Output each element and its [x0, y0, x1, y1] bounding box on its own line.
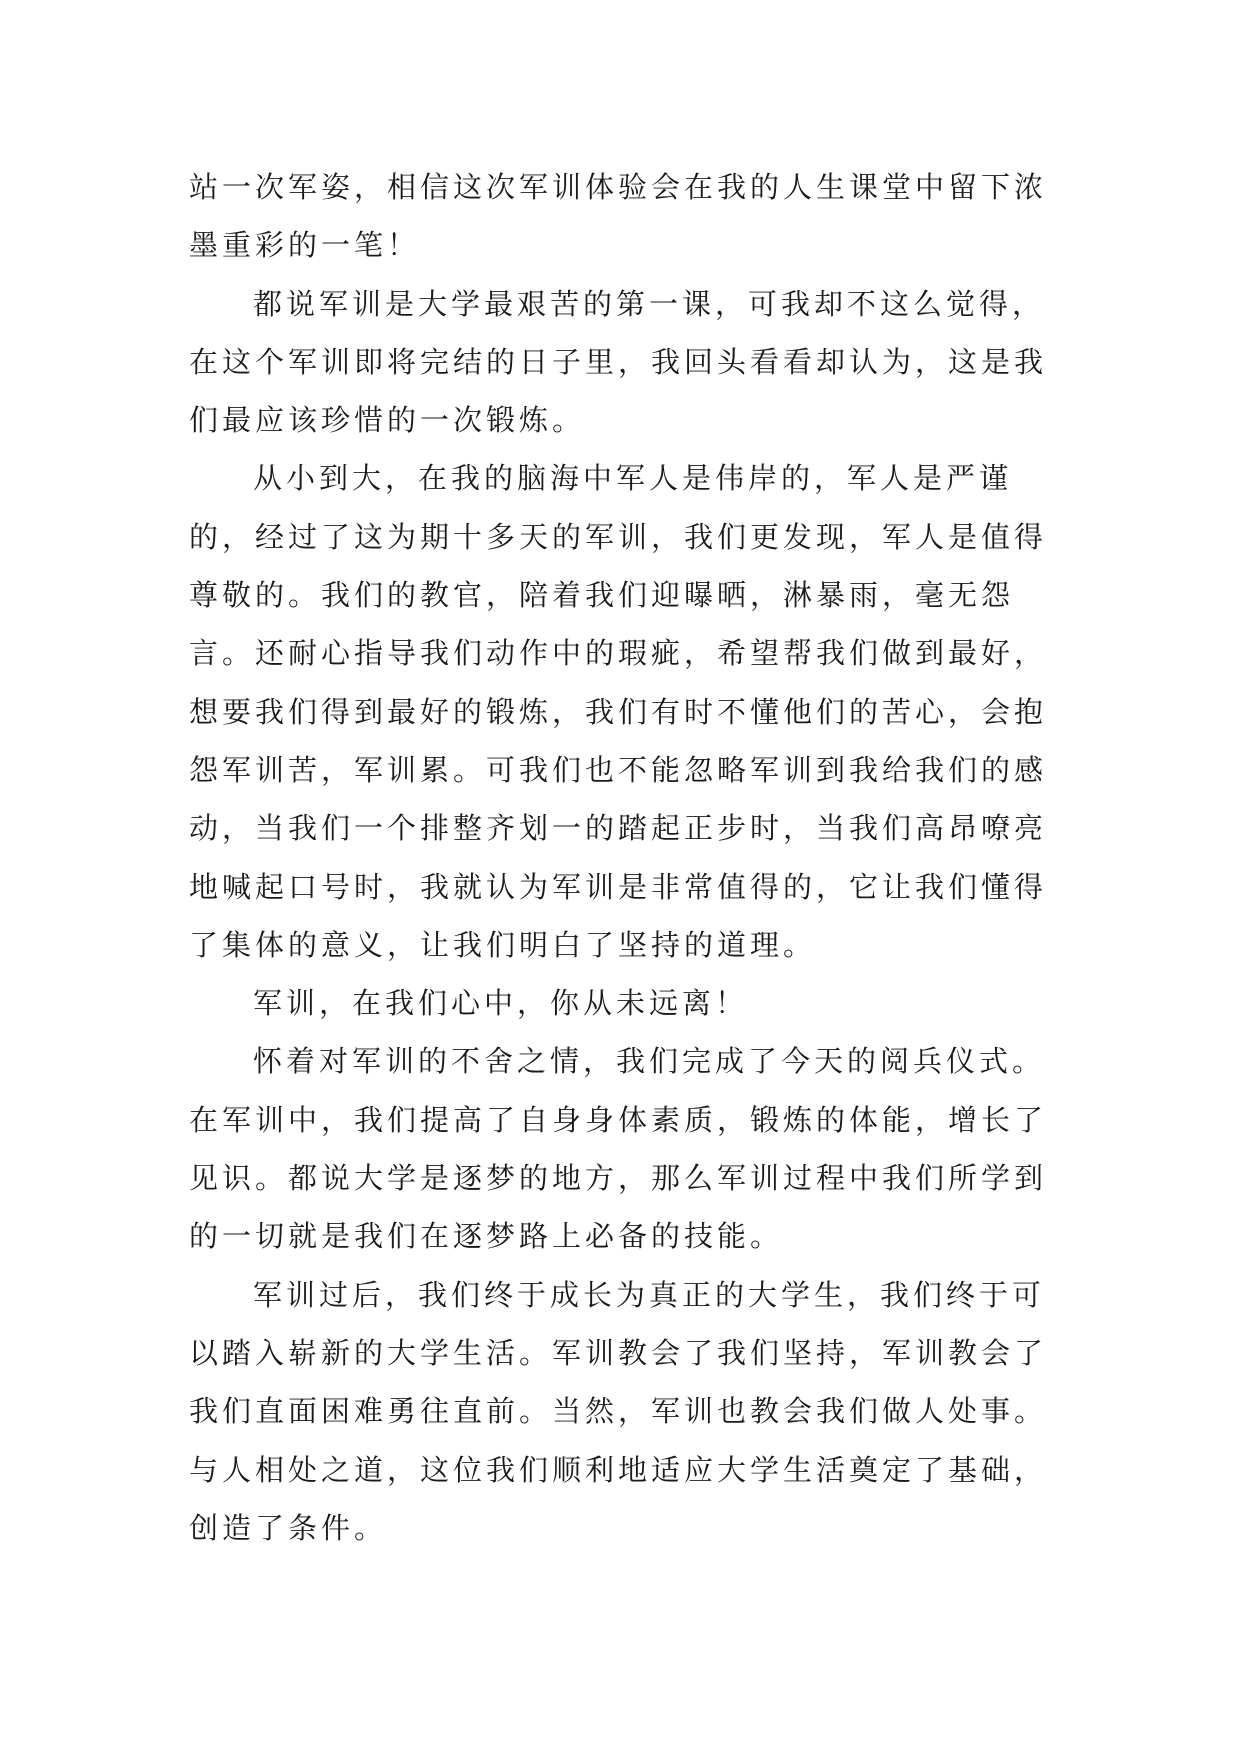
- paragraph-2: 都说军训是大学最艰苦的第一课，可我却不这么觉得，在这个军训即将完结的日子里，我回头看看却认为，这是我们最应该珍惜的一次锻炼。: [189, 286, 1048, 438]
- paragraph-6: 军训过后，我们终于成长为真正的大学生，我们终于可以踏入崭新的大学生活。军训教会了我们坚持，军训教会了我们直面困难勇往直前。当然，军训也教会我们做人处事。与人相处之道，这位我们顺利地适应大学生活奠定了基础，创造了条件。: [189, 1277, 1048, 1545]
- paragraph-1: 站一次军姿，相信这次军训体验会在我的人生课堂中留下浓墨重彩的一笔！: [189, 170, 1048, 263]
- paragraph-3: 从小到大，在我的脑海中军人是伟岸的，军人是严谨的，经过了这为期十多天的军训，我们更发现，军人是值得尊敬的。我们的教官，陪着我们迎曝晒，淋暴雨，毫无怨言。还耐心指导我们动作中的瑕疵，希望帮我们做到最好，想要我们得到最好的锻炼，我们有时不懂他们的苦心，会抱怨军训苦，军训累。可我们也不能忽略军训到我给我们的感动，当我们一个排整齐划一的踏起正步时，当我们高昂嘹亮地喊起口号时，我就认为军训是非常值得的，它让我们懂得了集体的意义，让我们明白了坚持的道理。: [189, 461, 1048, 962]
- paragraph-5: 怀着对军训的不舍之情，我们完成了今天的阅兵仪式。在军训中，我们提高了自身身体素质，锻炼的体能，增长了见识。都说大学是逐梦的地方，那么军训过程中我们所学到的一切就是我们在逐梦路上必备的技能。: [189, 1044, 1048, 1254]
- paragraph-4: 军训，在我们心中，你从未远离！: [253, 986, 749, 1021]
- document-body: [189, 158, 1069, 1557]
